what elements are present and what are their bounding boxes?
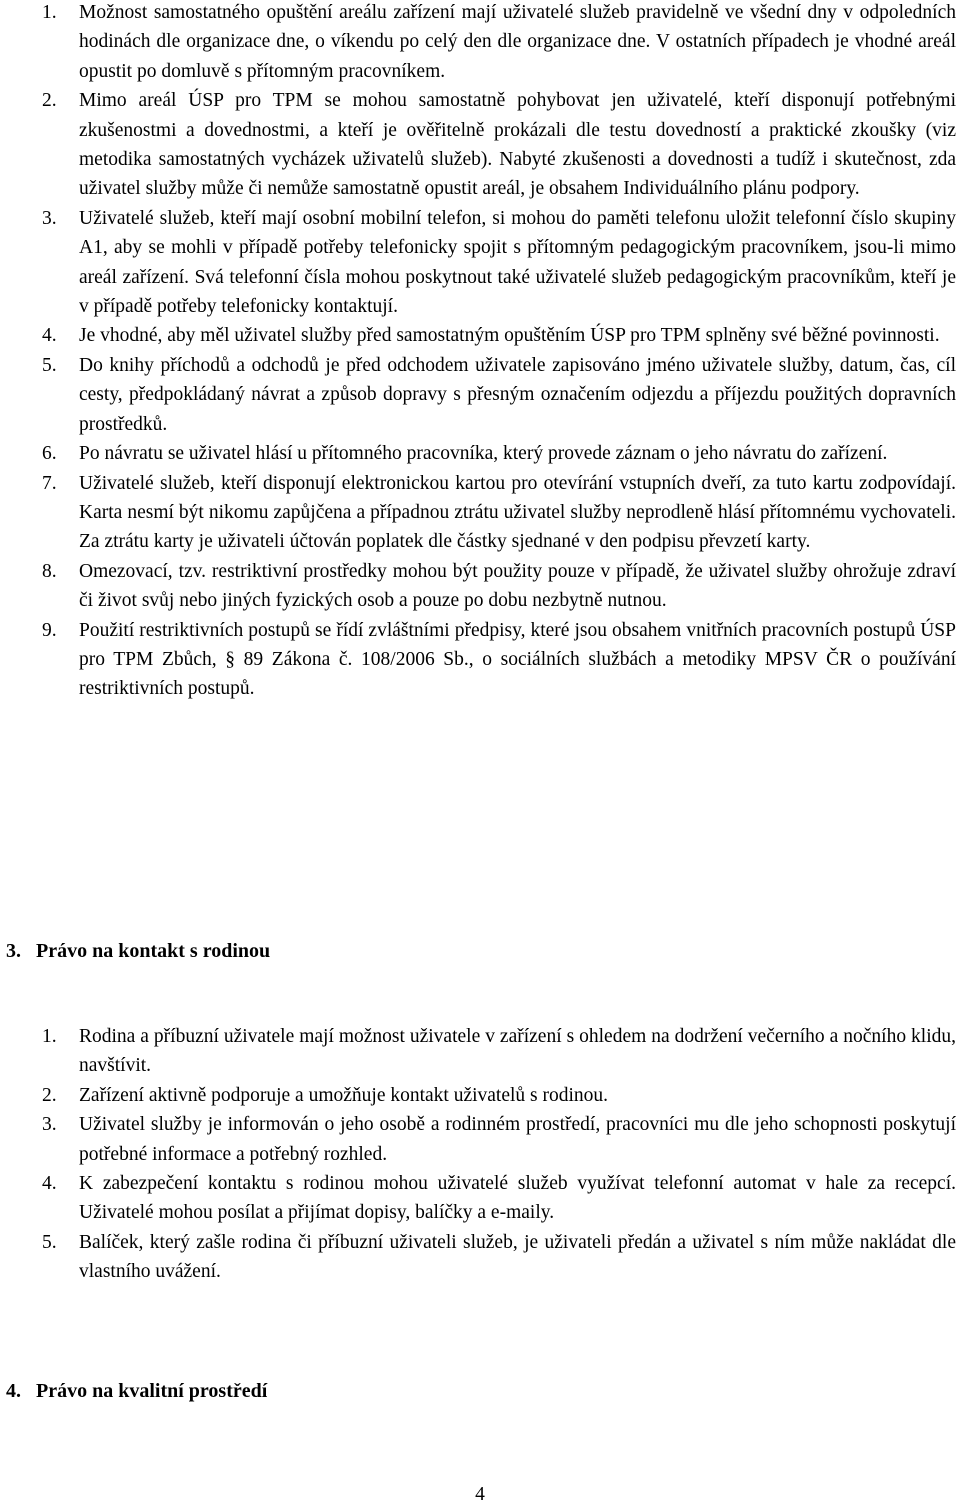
item-text: Omezovací, tzv. restriktivní prostředky mohou být použity pouze v případě, že uživatel služby ohrožuje zdraví či život svůj nebo jiných fyzických osob a pouze po dobu nezbytně nutnou. — [79, 560, 956, 612]
item-text: Uživatel služby je informován o jeho osobě a rodinném prostředí, pracovníci mu dle jeho schopnosti poskytují potřebné informace a potřebný rozhled. — [79, 1114, 956, 1165]
list-item — [0, 1228, 960, 1287]
section-heading-quality-environment — [6, 1377, 267, 1406]
item-text: Rodina a příbuzní uživatele mají možnost uživatele v zařízení s ohledem na dodržení večerního a nočního klidu, navštívit. — [79, 1026, 956, 1077]
section-title: Právo na kvalitní prostředí — [36, 1380, 268, 1402]
item-text: Je vhodné, aby měl uživatel služby před samostatným opuštěním ÚSP pro TPM splněny své běžné povinnosti. — [79, 325, 940, 347]
section-number: 3. — [6, 940, 21, 962]
list-item — [0, 1081, 960, 1110]
item-number: 7. — [42, 472, 57, 494]
list-item — [0, 1169, 960, 1228]
list-item — [0, 557, 960, 616]
item-number: 2. — [42, 1084, 57, 1106]
item-text: Do knihy příchodů a odchodů je před odchodem uživatele zapisováno jméno uživatele služby, datum, čas, cíl cesty, předpokládaný návrat a způsob dopravy s přesným označením odjezdu a příjezdu použitých dopravních prostředků. — [79, 354, 956, 435]
section-heading-family-contact — [6, 937, 270, 966]
item-text: K zabezpečení kontaktu s rodinou mohou uživatelé služeb využívat telefonní automat v hale za recepcí. Uživatelé mohou posílat a přijímat dopisy, balíčky a e-maily. — [79, 1173, 956, 1224]
rules-list-leaving-facility — [0, 0, 960, 704]
item-text: Po návratu se uživatel hlásí u přítomného pracovníka, který provede záznam o jeho návratu do zařízení. — [79, 443, 888, 465]
section-number: 4. — [6, 1380, 21, 1402]
item-text: Zařízení aktivně podporuje a umožňuje kontakt uživatelů s rodinou. — [79, 1084, 609, 1106]
list-item — [0, 469, 960, 557]
item-number: 2. — [42, 90, 57, 112]
list-item — [0, 204, 960, 322]
item-text: Uživatelé služeb, kteří mají osobní mobilní telefon, si mohou do paměti telefonu uložit telefonní číslo skupiny A1, aby se mohli v případě potřeby telefonicky spojit s přítomným pedagogickým pracovníkem, jsou-li mimo areál zařízení. Svá telefonní čísla mohou poskytnout také uživatelé služeb pedagogickým pracovníkům, kteří je v případě potřeby telefonicky kontaktují. — [79, 207, 956, 318]
rules-list-family-contact — [0, 1022, 960, 1287]
item-number: 1. — [42, 1026, 57, 1047]
list-item — [0, 1022, 960, 1081]
list-item — [0, 1110, 960, 1169]
item-text: Uživatelé služeb, kteří disponují elektronickou kartou pro otevírání vstupních dveří, za tuto kartu zodpovídají. Karta nesmí být nikomu zapůjčena a případnou ztrátu uživatel služby neprodleně hlásí přítomnému vychovateli. Za ztrátu karty je uživateli účtován poplatek dle částky sjednané v den podpisu převzetí karty. — [79, 472, 956, 553]
list-item — [0, 439, 960, 468]
list-item — [0, 321, 960, 350]
item-text: Možnost samostatného opuštění areálu zařízení mají uživatelé služeb pravidelně ve všední dny v odpoledních hodinách dle organizace dne, o víkendu po celý den dle organizace dne. V ostatních případech je vhodné areál opustit po domluvě s přítomným pracovníkem. — [79, 2, 956, 82]
page-number: 4 — [475, 1484, 485, 1505]
list-item — [0, 0, 960, 86]
item-text: Mimo areál ÚSP pro TPM se mohou samostatně pohybovat jen uživatelé, kteří disponují potřebnými zkušenostmi a dovednostmi, a kteří je ověřitelně prokázali dle testu dovedností a praktické zkoušky (viz metodika samostatných vycházek uživatelů služeb). Nabyté zkušenosti a dovednosti a tudíž i skutečnost, zda uživatel služby může či nemůže samostatně opustit areál, je obsahem Individuálního plánu podpory. — [79, 90, 956, 200]
item-number: 3. — [42, 207, 57, 229]
item-number: 9. — [42, 619, 57, 641]
item-number: 3. — [42, 1114, 57, 1136]
item-number: 1. — [42, 2, 57, 23]
list-item — [0, 616, 960, 704]
item-number: 4. — [42, 1173, 57, 1195]
item-text: Balíček, který zašle rodina či příbuzní uživateli služeb, je uživateli předán a uživatel s ním může nakládat dle vlastního uvážení. — [79, 1231, 956, 1283]
item-number: 4. — [42, 325, 57, 347]
item-number: 5. — [42, 354, 57, 376]
section-title: Právo na kontakt s rodinou — [36, 940, 271, 962]
item-text: Použití restriktivních postupů se řídí zvláštními předpisy, které jsou obsahem vnitřních pracovních postupů ÚSP pro TPM Zbůch, § 89 Zákona č. 108/2006 Sb., o sociálních službách a metodiky MPSV ČR o používání restriktivních postupů. — [79, 619, 956, 700]
list-item — [0, 86, 960, 204]
item-number: 5. — [42, 1231, 57, 1253]
item-number: 6. — [42, 443, 57, 465]
list-item — [0, 351, 960, 439]
item-number: 8. — [42, 560, 57, 582]
